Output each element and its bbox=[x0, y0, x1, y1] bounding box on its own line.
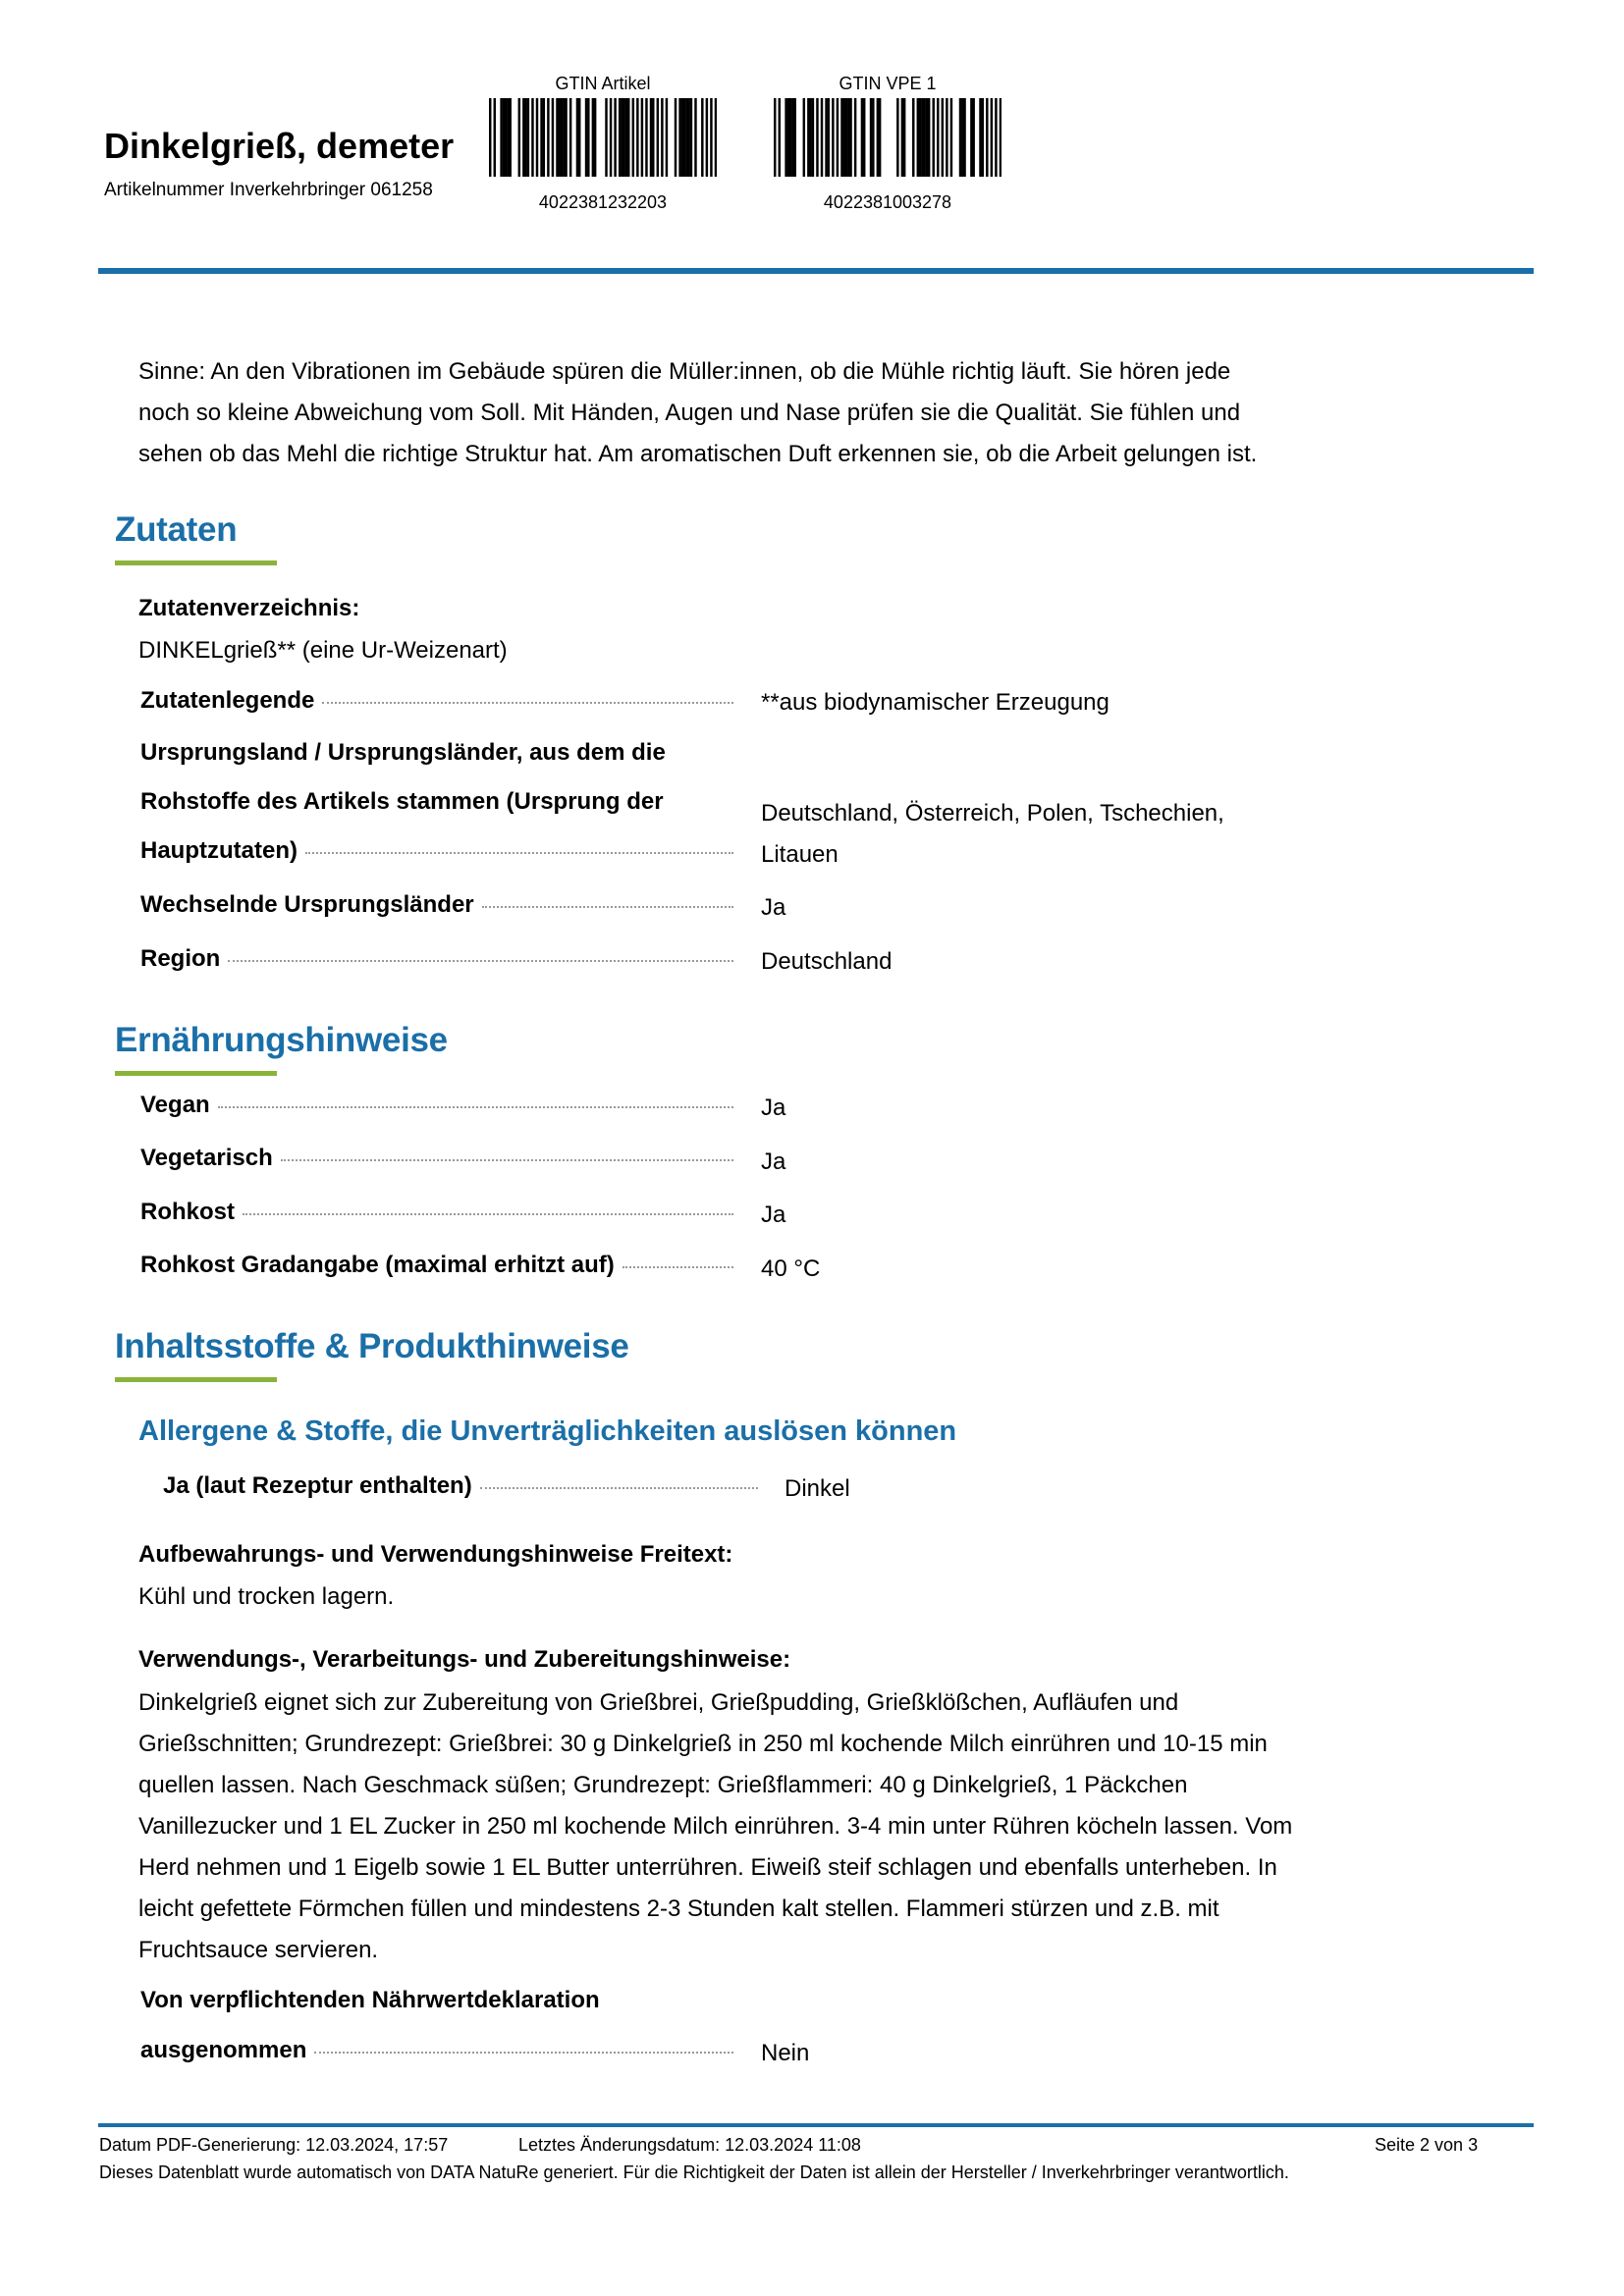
origin-value-line: Deutschland, Österreich, Polen, Tschechien, bbox=[761, 800, 1224, 827]
nutrition-label: Rohkost bbox=[140, 1199, 235, 1225]
nutrition-label: Rohkost Gradangabe (maximal erhitzt auf) bbox=[140, 1252, 615, 1278]
legend-row-label bbox=[140, 687, 733, 715]
dotted-leader bbox=[314, 2052, 733, 2054]
changing-origin-row-label bbox=[140, 891, 733, 919]
nutrition-row-label bbox=[140, 1252, 733, 1279]
storage-label: Aufbewahrungs- und Verwendungshinweise Freitext: bbox=[138, 1541, 733, 1568]
nutrition-row-label bbox=[140, 1145, 733, 1172]
nutrition-value: Ja bbox=[761, 1148, 786, 1175]
gtin-vpe-barcode bbox=[774, 98, 1001, 177]
allergen-label: Ja (laut Rezeptur enthalten) bbox=[163, 1472, 472, 1499]
footer-page-number: Seite 2 von 3 bbox=[1375, 2135, 1479, 2155]
dotted-leader bbox=[482, 906, 733, 908]
nutrition-exempt-value: Nein bbox=[761, 2040, 810, 2066]
allergen-heading: Allergene & Stoffe, die Unverträglichkeiten auslösen können bbox=[138, 1415, 957, 1447]
gtin-article-barcode bbox=[489, 98, 717, 177]
section-underline bbox=[115, 561, 277, 565]
gtin-article-label: GTIN Artikel bbox=[555, 74, 651, 93]
dotted-leader bbox=[281, 1159, 733, 1161]
nutrition-row-label bbox=[140, 1199, 733, 1226]
usage-line: leicht gefettete Förmchen füllen und mindestens 2-3 Stunden kalt stellen. Flammeri stürzen und z.B. mit bbox=[138, 1896, 1219, 1922]
section-heading-ernaehrung: Ernährungshinweise bbox=[115, 1021, 448, 1059]
storage-value: Kühl und trocken lagern. bbox=[138, 1583, 395, 1610]
nutrition-value: Ja bbox=[761, 1201, 786, 1228]
intro-paragraph bbox=[138, 351, 1415, 475]
section-underline bbox=[115, 1377, 277, 1382]
origin-value-line: Litauen bbox=[761, 841, 839, 868]
usage-line: quellen lassen. Nach Geschmack süßen; Grundrezept: Grießflammeri: 40 g Dinkelgrieß, 1 Päckchen bbox=[138, 1772, 1188, 1798]
nutrition-exempt-row-label bbox=[140, 2037, 733, 2064]
dotted-leader bbox=[228, 960, 733, 962]
nutrition-label: Vegan bbox=[140, 1092, 210, 1118]
dotted-leader bbox=[243, 1213, 733, 1215]
origin-row-label bbox=[140, 837, 733, 865]
gtin-article-number: 4022381232203 bbox=[538, 192, 668, 212]
nutrition-value: Ja bbox=[761, 1095, 786, 1121]
usage-line: Herd nehmen und 1 Eigelb sowie 1 EL Butter unterrühren. Eiweiß steif schlagen und ebenfalls unterheben. In bbox=[138, 1854, 1277, 1881]
nutrition-label: Vegetarisch bbox=[140, 1145, 273, 1171]
region-label: Region bbox=[140, 945, 221, 972]
legend-label: Zutatenlegende bbox=[140, 687, 315, 714]
footer-disclaimer: Dieses Datenblatt wurde automatisch von DATA NatuRe generiert. Für die Richtigkeit der Daten ist allein der Hersteller / Inverkehrbringer verantwortlich. bbox=[99, 2163, 1289, 2182]
dotted-leader bbox=[305, 852, 733, 854]
ingredients-list-value: DINKELgrieß** (eine Ur-Weizenart) bbox=[138, 637, 508, 664]
dotted-leader bbox=[322, 702, 733, 704]
origin-label-line: Rohstoffe des Artikels stammen (Ursprung der bbox=[140, 788, 664, 815]
origin-label-line: Ursprungsland / Ursprungsländer, aus dem die bbox=[140, 739, 666, 766]
gtin-vpe-number: 4022381003278 bbox=[823, 192, 952, 212]
dotted-leader bbox=[218, 1106, 733, 1108]
nutrition-value: 40 °C bbox=[761, 1255, 821, 1282]
changing-origin-value: Ja bbox=[761, 894, 786, 921]
intro-line: noch so kleine Abweichung vom Soll. Mit Händen, Augen und Nase prüfen sie die Qualität. Sie fühlen und bbox=[138, 400, 1241, 426]
product-title: Dinkelgrieß, demeter bbox=[104, 126, 455, 166]
region-value: Deutschland bbox=[761, 948, 893, 975]
intro-line: sehen ob das Mehl die richtige Struktur hat. Am aromatischen Duft erkennen sie, ob die Arbeit gelungen ist. bbox=[138, 441, 1258, 467]
usage-label: Verwendungs-, Verarbeitungs- und Zubereitungshinweise: bbox=[138, 1646, 791, 1673]
section-heading-inhalt: Inhaltsstoffe & Produkthinweise bbox=[115, 1327, 629, 1365]
dotted-leader bbox=[480, 1487, 758, 1489]
legend-value: **aus biodynamischer Erzeugung bbox=[761, 689, 1110, 716]
header-divider bbox=[98, 268, 1534, 274]
changing-origin-label: Wechselnde Ursprungsländer bbox=[140, 891, 474, 918]
region-row-label bbox=[140, 945, 733, 973]
footer-changed: Letztes Änderungsdatum: 12.03.2024 11:08 bbox=[518, 2135, 861, 2155]
ingredients-list-label: Zutatenverzeichnis: bbox=[138, 595, 360, 621]
usage-line: Dinkelgrieß eignet sich zur Zubereitung von Grießbrei, Grießpudding, Grießklößchen, Aufläufen und bbox=[138, 1689, 1179, 1716]
footer-generated: Datum PDF-Generierung: 12.03.2024, 17:57 bbox=[99, 2135, 449, 2155]
footer-divider bbox=[98, 2123, 1534, 2127]
nutrition-row-label bbox=[140, 1092, 733, 1119]
usage-line: Vanillezucker und 1 EL Zucker in 250 ml kochende Milch einrühren. 3-4 min unter Rühren köcheln lassen. Vom bbox=[138, 1813, 1293, 1840]
allergen-value: Dinkel bbox=[785, 1475, 850, 1502]
article-number: Artikelnummer Inverkehrbringer 061258 bbox=[104, 180, 433, 200]
intro-line: Sinne: An den Vibrationen im Gebäude spüren die Müller:innen, ob die Mühle richtig läuft. Sie hören jede bbox=[138, 358, 1231, 385]
origin-label-line: Hauptzutaten) bbox=[140, 837, 298, 864]
dotted-leader bbox=[623, 1266, 733, 1268]
section-underline bbox=[115, 1071, 277, 1076]
nutrition-exempt-label-line: ausgenommen bbox=[140, 2037, 307, 2063]
section-heading-zutaten: Zutaten bbox=[115, 510, 238, 549]
gtin-vpe-label: GTIN VPE 1 bbox=[839, 74, 937, 93]
usage-line: Fruchtsauce servieren. bbox=[138, 1937, 379, 1963]
nutrition-exempt-label-line: Von verpflichtenden Nährwertdeklaration bbox=[140, 1987, 600, 2013]
usage-paragraph bbox=[138, 1682, 1435, 1971]
usage-line: Grießschnitten; Grundrezept: Grießbrei: 30 g Dinkelgrieß in 250 ml kochende Milch einrühren und 10-15 min bbox=[138, 1731, 1268, 1757]
allergen-row-label bbox=[163, 1472, 758, 1500]
